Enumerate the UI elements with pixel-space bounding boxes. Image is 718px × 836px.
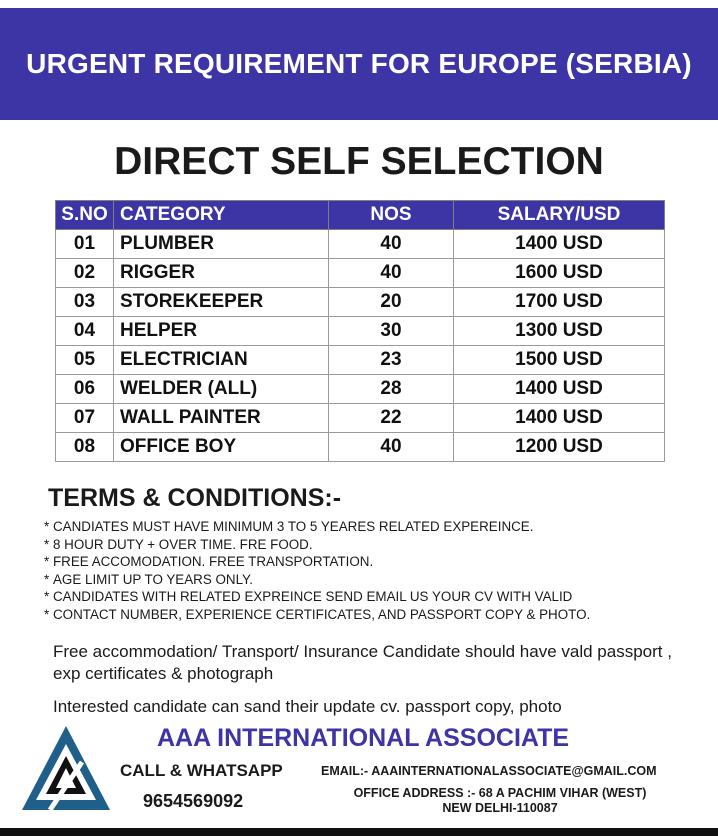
asterisk-bullet-icon: * [44, 536, 50, 552]
apply-paragraph: Interested candidate can sand their update cv. passport copy, photo [53, 697, 562, 716]
cell-sno: 01 [56, 230, 114, 259]
asterisk-bullet-icon: * [44, 606, 50, 622]
cell-nos: 23 [329, 346, 454, 375]
cell-salary: 1400 USD [454, 375, 665, 404]
terms-item: * FREE ACCOMODATION. FREE TRANSPORTATION. [44, 554, 374, 569]
asterisk-bullet-icon: * [44, 519, 50, 534]
table-row [56, 230, 665, 259]
banner-title: URGENT REQUIREMENT FOR EUROPE (SERBIA) [26, 48, 692, 79]
cell-category: ELECTRICIAN [114, 346, 329, 375]
header-salary: SALARY/USD [454, 201, 665, 230]
cell-sno: 06 [56, 375, 114, 404]
cell-sno: 08 [56, 433, 114, 462]
accommodation-paragraph: Free accommodation/ Transport/ Insurance Candidate should have vald passport , exp certificates & photograph [53, 642, 672, 683]
email-address[interactable]: EMAIL:- AAAINTERNATIONALASSOCIATE@GMAIL.COM [321, 764, 657, 778]
asterisk-bullet-icon: * [44, 571, 50, 587]
terms-item: * CONTACT NUMBER, EXPERIENCE CERTIFICATES, AND PASSPORT COPY & PHOTO. [44, 606, 591, 622]
table-row [56, 433, 665, 462]
terms-title: TERMS & CONDITIONS:- [48, 484, 342, 512]
cell-salary: 1300 USD [454, 317, 665, 346]
cell-category: HELPER [114, 317, 329, 346]
cell-sno: 04 [56, 317, 114, 346]
table-row [56, 259, 665, 288]
phone-number[interactable]: 9654569092 [143, 791, 244, 811]
table-row [56, 346, 665, 375]
cell-salary: 1400 USD [454, 404, 665, 433]
cell-salary: 1600 USD [454, 259, 665, 288]
cell-category: WALL PAINTER [114, 404, 329, 433]
cell-nos: 30 [329, 317, 454, 346]
table-row [56, 404, 665, 433]
cell-category: WELDER (ALL) [114, 375, 329, 404]
cell-nos: 40 [329, 230, 454, 259]
top-band [0, 0, 718, 8]
call-whatsapp-label: CALL & WHATSAPP [120, 761, 283, 780]
cell-salary: 1200 USD [454, 433, 665, 462]
table-row [56, 317, 665, 346]
jobs-table [55, 200, 665, 462]
cell-nos: 20 [329, 288, 454, 317]
cell-salary: 1500 USD [454, 346, 665, 375]
table-row [56, 288, 665, 317]
cell-salary: 1400 USD [454, 230, 665, 259]
cell-nos: 40 [329, 259, 454, 288]
cell-sno: 03 [56, 288, 114, 317]
cell-nos: 22 [329, 404, 454, 433]
page-subtitle: DIRECT SELF SELECTION [114, 140, 604, 183]
triangle-logo-icon [20, 722, 112, 814]
asterisk-bullet-icon: * [44, 554, 50, 569]
cell-nos: 28 [329, 375, 454, 404]
terms-list [44, 518, 704, 623]
cell-category: OFFICE BOY [114, 433, 329, 462]
header-banner [0, 8, 718, 120]
header-sno: S.NO [56, 201, 114, 230]
cell-salary: 1700 USD [454, 288, 665, 317]
cell-category: PLUMBER [114, 230, 329, 259]
cell-sno: 02 [56, 259, 114, 288]
terms-item: * 8 HOUR DUTY + OVER TIME. FRE FOOD. [44, 536, 313, 552]
office-address [340, 786, 660, 816]
cell-category: RIGGER [114, 259, 329, 288]
company-name: AAA INTERNATIONAL ASSOCIATE [157, 724, 570, 752]
cell-nos: 40 [329, 433, 454, 462]
header-category: CATEGORY [114, 201, 329, 230]
header-nos: NOS [329, 201, 454, 230]
address-line-1: OFFICE ADDRESS :- 68 A PACHIM VIHAR (WEST) [353, 786, 647, 800]
terms-item: * CANDIATES MUST HAVE MINIMUM 3 TO 5 YEARES RELATED EXPEREINCE. [44, 519, 534, 534]
terms-item: * AGE LIMIT UP TO YEARS ONLY. [44, 571, 253, 587]
address-line-2: NEW DELHI-110087 [442, 801, 558, 815]
bottom-band [0, 828, 718, 836]
table-row [56, 375, 665, 404]
table-header-row [56, 201, 665, 230]
cell-category: STOREKEEPER [114, 288, 329, 317]
cell-sno: 07 [56, 404, 114, 433]
cell-sno: 05 [56, 346, 114, 375]
terms-item: * CANDIDATES WITH RELATED EXPREINCE SEND EMAIL US YOUR CV WITH VALID [44, 589, 573, 604]
asterisk-bullet-icon: * [44, 589, 50, 604]
